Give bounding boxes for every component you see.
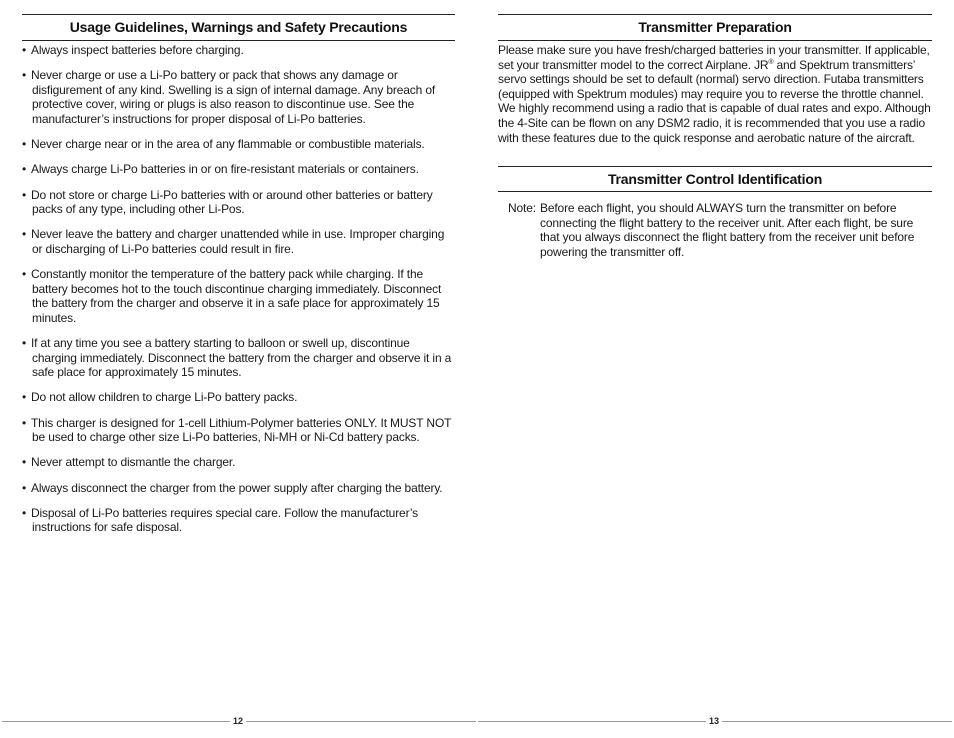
note-text: Before each flight, you should ALWAYS turn the transmitter on before connecting the flight battery to the receiver unit. After each flight, be sure that you always disconnect the flight battery from the receiver unit before powering the transmitter off.: [540, 201, 915, 259]
list-item-text: If at any time you see a battery starting to balloon or swell up, discontinue charging immediately. Disconnect the battery from the charger and observe it in a safe place for approximately 15 minutes.: [31, 336, 452, 380]
list-item: • Do not allow children to charge Li-Po battery packs.: [22, 390, 298, 405]
list-item-text: Always disconnect the charger from the power supply after charging the battery.: [31, 480, 443, 495]
left-page-column: [22, 14, 455, 535]
list-item: • Always charge Li-Po batteries in or on fire-resistant materials or containers.: [22, 162, 419, 177]
list-item: • Always disconnect the charger from the power supply after charging the battery.: [22, 480, 443, 495]
note-label: Note:: [508, 201, 536, 216]
list-item-text: Never charge near or in the area of any flammable or combustible materials.: [31, 137, 425, 152]
list-item: • Do not store or charge Li-Po batteries with or around other batteries or battery packs of any type, including other Li-Pos.: [22, 187, 433, 217]
list-item: • Always inspect batteries before charging.: [22, 43, 244, 57]
list-item-text: Never charge or use a Li-Po battery or pack that shows any damage or disfigurement of any kind. Swelling is a sign of internal damage. Any breach of protective cover, wiring or plugs is also reason to discontinue use. See the manufacturer’s instructions for proper disposal of Li-Po batteries.: [31, 68, 436, 126]
list-item: • Never leave the battery and charger unattended while in use. Improper charging or discharging of Li-Po batteries could result in fire.: [22, 227, 445, 256]
list-item: • Never attempt to dismantle the charger.: [22, 455, 236, 470]
list-item-text: Do not allow children to charge Li-Po battery packs.: [31, 390, 298, 405]
list-item-text: This charger is designed for 1-cell Lithium-Polymer batteries ONLY. It MUST NOT be used to charge other size Li-Po batteries, Ni-MH or Ni-Cd battery packs.: [31, 415, 452, 445]
list-item-text: Constantly monitor the temperature of the battery pack while charging. If the battery becomes hot to the touch discontinue charging immediately. Disconnect the battery from the charger and observe it in a safe place for approximately 15 minutes.: [31, 267, 442, 325]
safety-bullet-list: [22, 43, 455, 535]
list-item: • Never charge near or in the area of any flammable or combustible materials.: [22, 137, 425, 152]
prep-text-part-1: Please make sure you have fresh/charged batteries in your transmitter. If applicable, set your transmitter model to the correct Airplane. JR: [498, 43, 930, 72]
list-item-text: Always inspect batteries before charging.: [31, 43, 244, 57]
right-page-column: [498, 14, 932, 260]
list-item: • This charger is designed for 1-cell Lithium-Polymer batteries ONLY. It MUST NOT be used to charge other size Li-Po batteries, Ni-MH or Ni-Cd battery packs.: [22, 415, 452, 445]
list-item-text: Disposal of Li-Po batteries requires special care. Follow the manufacturer’s instructions for safe disposal.: [31, 505, 419, 535]
list-item-text: Always charge Li-Po batteries in or on fire-resistant materials or containers.: [31, 162, 419, 177]
list-item-text: Never attempt to dismantle the charger.: [31, 455, 236, 470]
list-item: • Disposal of Li-Po batteries requires special care. Follow the manufacturer’s instructions for safe disposal.: [22, 505, 419, 535]
prep-text-part-2: and Spektrum transmitters’ servo settings should be set to default (normal) servo direction. Futaba transmitters (equipped with Spektrum modules) may require you to reverse the throttle channel. We highly recommend using a radio that is capable of dual rates and expo. Although the 4-Site can be flown on any DSM2 radio, it is recommended that you use a radio with these features due to the quick response and aerobatic nature of the aircraft.: [498, 57, 931, 145]
transmitter-preparation-text: [498, 43, 932, 145]
list-item-text: Never leave the battery and charger unattended while in use. Improper charging or discharging of Li-Po batteries could result in fire.: [31, 227, 445, 256]
note-block: [508, 201, 932, 259]
list-item: • Constantly monitor the temperature of the battery pack while charging. If the battery becomes hot to the touch discontinue charging immediately. Disconnect the battery from the charger and observe it in a safe place for approximately 15 minutes.: [22, 267, 442, 325]
right-page-number: 13: [706, 715, 722, 727]
transmitter-control-heading: Transmitter Control Identification: [498, 166, 932, 192]
list-item: • If at any time you see a battery starting to balloon or swell up, discontinue charging immediately. Disconnect the battery from the charger and observe it in a safe place for approximately 15 minutes.: [22, 336, 452, 380]
safety-heading: Usage Guidelines, Warnings and Safety Precautions: [22, 14, 455, 41]
transmitter-preparation-heading: Transmitter Preparation: [498, 14, 932, 41]
list-item: • Never charge or use a Li-Po battery or pack that shows any damage or disfigurement of any kind. Swelling is a sign of internal damage. Any breach of protective cover, wiring or plugs is also reason to discontinue use. See the manufacturer’s instructions for proper disposal of Li-Po batteries.: [22, 68, 436, 126]
left-page-number: 12: [230, 715, 246, 727]
list-item-text: Do not store or charge Li-Po batteries with or around other batteries or battery packs of any type, including other Li-Pos.: [31, 187, 433, 217]
registered-mark: ®: [768, 58, 774, 66]
